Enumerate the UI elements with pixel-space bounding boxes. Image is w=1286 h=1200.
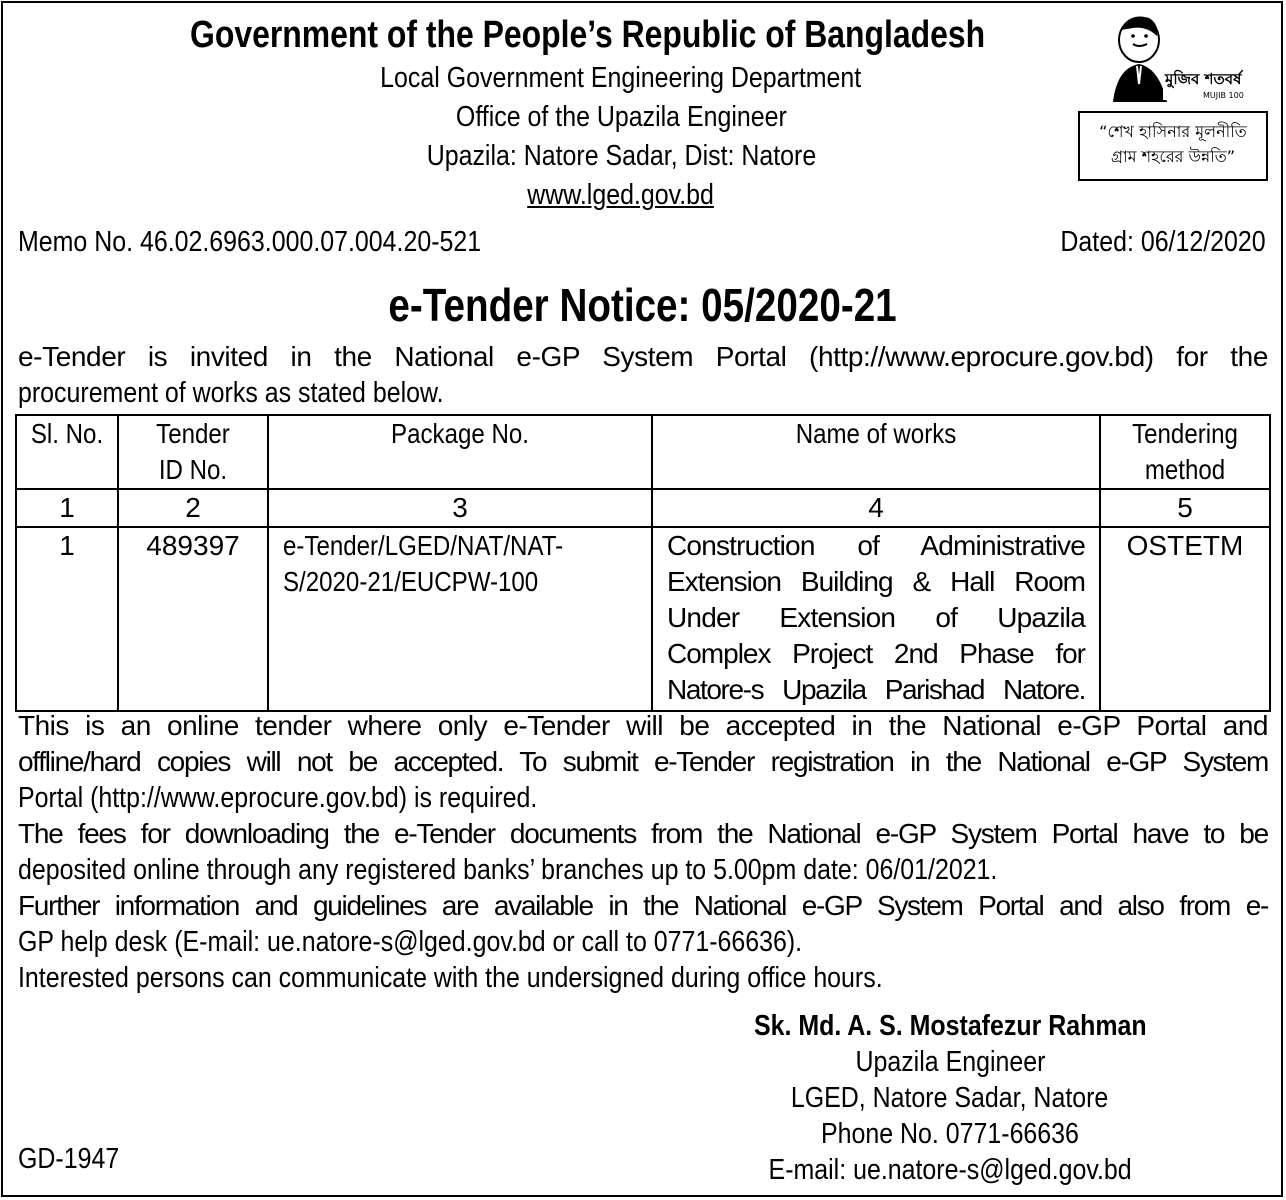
body-p1-line-2: offline/hard copies will not be accepted. To submit e-Tender registration in the National e-GP System bbox=[18, 746, 1268, 777]
row-tendering-method: OSTETM bbox=[1100, 527, 1270, 711]
body-p1-line-3: Portal (http://www.eprocure.gov.bd) is required. bbox=[18, 782, 538, 814]
signatory-name: Sk. Md. A. S. Mostafezur Rahman bbox=[753, 1010, 1147, 1042]
intro-line-2: procurement of works as stated below. bbox=[18, 377, 444, 409]
signatory-designation: Upazila Engineer bbox=[855, 1046, 1045, 1078]
signatory-phone: Phone No. 0771-66636 bbox=[821, 1118, 1079, 1150]
header-package-no: Package No. bbox=[268, 415, 652, 489]
table-row bbox=[16, 527, 1270, 711]
col-number: 5 bbox=[1100, 489, 1270, 527]
body-p1-line-1: This is an online tender where only e-Tender will be accepted in the National e-GP Portal and bbox=[18, 710, 1268, 741]
intro-line-1: e-Tender is invited in the National e-GP System Portal (http://www.eprocure.gov.bd) for the bbox=[18, 341, 1268, 372]
slogan-line-1: “শেখ হাসিনার মূলনীতি bbox=[1099, 122, 1247, 141]
logo-text-bn: মুজিব শতবর্ষ bbox=[1165, 70, 1242, 88]
website-link[interactable]: www.lged.gov.bd bbox=[527, 179, 715, 211]
notice-title: e-Tender Notice: 05/2020-21 bbox=[388, 279, 898, 331]
office-location: Upazila: Natore Sadar, Dist: Natore bbox=[426, 140, 816, 172]
intro-paragraph bbox=[18, 339, 1268, 411]
row-package-no: e-Tender/LGED/NAT/NAT- S/2020-21/EUCPW-100 bbox=[268, 527, 652, 711]
signatory-email[interactable]: E-mail: ue.natore-s@lged.gov.bd bbox=[768, 1154, 1132, 1186]
row-name-of-works: Construction of Administrative Extension Building & Hall Room Under Extension of Upazila Complex Project 2nd Phase for Natore-s Upazila Parishad Natore. bbox=[652, 527, 1100, 711]
slogan-box bbox=[1078, 111, 1268, 181]
body-paragraphs bbox=[18, 708, 1268, 996]
col-number: 2 bbox=[118, 489, 268, 527]
office-name: Office of the Upazila Engineer bbox=[455, 101, 787, 133]
gd-code: GD-1947 bbox=[18, 1143, 120, 1175]
body-p4-line-1: Interested persons can communicate with the undersigned during office hours. bbox=[18, 962, 883, 994]
logo-text-en: MUJIB 100 bbox=[1203, 91, 1244, 100]
government-title: Government of the People’s Republic of Bangladesh bbox=[190, 14, 986, 56]
header-tendering-method: Tendering method bbox=[1100, 415, 1270, 489]
signature-block bbox=[640, 1008, 1260, 1188]
row-sl-no: 1 bbox=[16, 527, 118, 711]
slogan-line-2: গ্রাম শহরের উন্নতি” bbox=[1110, 147, 1236, 166]
memo-date: Dated: 06/12/2020 bbox=[1060, 226, 1266, 258]
header-name-of-works: Name of works bbox=[652, 415, 1100, 489]
body-p3-line-1: Further information and guidelines are available in the National e-GP System Portal and also from e- bbox=[18, 890, 1268, 921]
header-sl-no: Sl. No. bbox=[16, 415, 118, 489]
tender-table bbox=[15, 414, 1271, 712]
table-header-row bbox=[16, 415, 1270, 489]
col-number: 3 bbox=[268, 489, 652, 527]
column-number-row bbox=[16, 489, 1270, 527]
col-number: 1 bbox=[16, 489, 118, 527]
body-p3-line-2: GP help desk (E-mail: ue.natore-s@lged.gov.bd or call to 0771-66636). bbox=[18, 926, 803, 958]
signatory-office: LGED, Natore Sadar, Natore bbox=[791, 1082, 1109, 1114]
mujib-borsho-logo-icon bbox=[1103, 6, 1244, 106]
header-tender-id: Tender ID No. bbox=[118, 415, 268, 489]
col-number: 4 bbox=[652, 489, 1100, 527]
row-tender-id: 489397 bbox=[118, 527, 268, 711]
body-p2-line-2: deposited online through any registered banks’ branches up to 5.00pm date: 06/01/2021. bbox=[18, 854, 998, 886]
department-name: Local Government Engineering Department bbox=[380, 62, 862, 94]
memo-number: Memo No. 46.02.6963.000.07.004.20-521 bbox=[18, 226, 482, 258]
body-p2-line-1: The fees for downloading the e-Tender documents from the National e-GP System Portal have to be bbox=[18, 818, 1268, 849]
